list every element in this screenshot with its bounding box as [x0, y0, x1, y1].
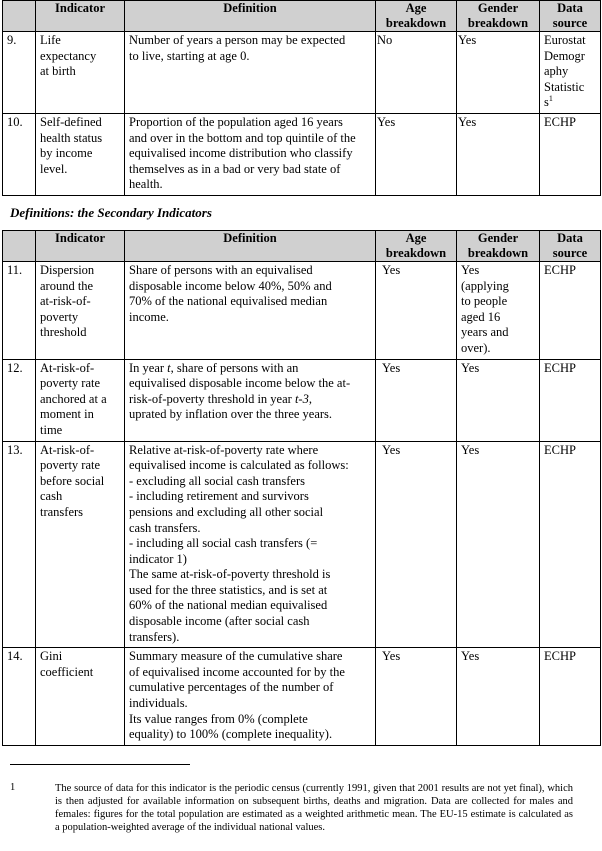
header-age-breakdown: Age breakdown — [376, 1, 457, 32]
row-indicator: Gini coefficient — [36, 648, 125, 746]
row-age-breakdown: Yes — [376, 262, 457, 360]
row-indicator: Self-defined health status by income level. — [36, 113, 125, 195]
section-title: Definitions: the Secondary Indicators — [10, 205, 212, 220]
row-data-source: ECHP — [540, 359, 601, 441]
footnote-number: 1 — [10, 782, 16, 793]
year-variable: t — [167, 360, 171, 375]
row-number: 14. — [3, 648, 36, 746]
row-data-source: ECHP — [540, 262, 601, 360]
table-row — [3, 113, 601, 195]
header-age-breakdown: Age breakdown — [376, 231, 457, 262]
table-row — [3, 32, 601, 114]
row-indicator: At-risk-of- poverty rate before social cash transfers — [36, 441, 125, 648]
table-row — [3, 441, 601, 648]
table-row — [3, 262, 601, 360]
footnote-ref: 1 — [548, 94, 553, 104]
row-gender-breakdown: Yes — [457, 441, 540, 648]
row-gender-breakdown: Yes — [457, 32, 540, 114]
row-number: 9. — [3, 32, 36, 114]
data-source-text: Eurostat Demogr aphy Statistic s — [544, 33, 586, 110]
table-header-row — [3, 231, 601, 262]
definition-text: In year — [129, 360, 168, 375]
header-definition: Definition — [125, 1, 376, 32]
row-indicator: Dispersion around the at-risk-of- poverty threshold — [36, 262, 125, 360]
definition-text: , uprated by inflation over the three years. — [129, 391, 333, 422]
row-indicator: At-risk-of- poverty rate anchored at a moment in time — [36, 359, 125, 441]
definition-text: , share of persons with an equivalised disposable income below the at- risk-of-poverty threshold in year — [129, 360, 351, 406]
row-indicator: Life expectancy at birth — [36, 32, 125, 114]
row-definition: Share of persons with an equivalised disposable income below 40%, 50% and 70% of the national equivalised median income. — [125, 262, 376, 360]
primary-indicators-table — [2, 0, 601, 196]
row-data-source: ECHP — [540, 113, 601, 195]
header-gender-breakdown: Gender breakdown — [457, 231, 540, 262]
row-number: 10. — [3, 113, 36, 195]
row-age-breakdown: Yes — [376, 441, 457, 648]
header-indicator: Indicator — [36, 1, 125, 32]
header-gender-breakdown: Gender breakdown — [457, 1, 540, 32]
table-header-row — [3, 1, 601, 32]
row-gender-breakdown: Yes — [457, 359, 540, 441]
table-row — [3, 359, 601, 441]
row-gender-breakdown: Yes — [457, 648, 540, 746]
row-definition: Relative at-risk-of-poverty rate where equivalised income is calculated as follows: - excluding all social cash transfers - including retirement and survivors pensions and excluding all other social cash transfers. - including all social cash transfers (= indicator 1) The same at-risk-of-poverty threshold is used for the three statistics, and is set at 60% of the national median equivalised disposable income (after social cash transfers). — [125, 441, 376, 648]
row-data-source: ECHP — [540, 441, 601, 648]
header-indicator: Indicator — [36, 231, 125, 262]
row-age-breakdown: Yes — [376, 113, 457, 195]
row-data-source — [540, 32, 601, 114]
row-definition — [125, 359, 376, 441]
header-data-source: Data source — [540, 1, 601, 32]
year-variable: t-3 — [294, 391, 309, 406]
row-age-breakdown: Yes — [376, 648, 457, 746]
row-data-source: ECHP — [540, 648, 601, 746]
row-number: 13. — [3, 441, 36, 648]
footnote-text: The source of data for this indicator is the periodic census (currently 1991, given that 2001 results are not yet final), which is then adjusted for available information on subsequent births, deaths and migration. Data are collected for males and females: figures for the total population are estimated as a weighted arithmetic mean. The EU-15 estimate is calculated as a population-weighted average of the individual national values. — [55, 783, 573, 833]
row-definition: Summary measure of the cumulative share of equivalised income accounted for by the cumulative percentages of the number of individuals. Its value ranges from 0% (complete equality) to 100% (complete inequality). — [125, 648, 376, 746]
row-number: 11. — [3, 262, 36, 360]
header-definition: Definition — [125, 231, 376, 262]
row-age-breakdown: Yes — [376, 359, 457, 441]
header-number — [3, 1, 36, 32]
header-number — [3, 231, 36, 262]
row-number: 12. — [3, 359, 36, 441]
row-definition: Number of years a person may be expected to live, starting at age 0. — [125, 32, 376, 114]
header-data-source: Data source — [540, 231, 601, 262]
table-row — [3, 648, 601, 746]
row-gender-breakdown: Yes — [457, 113, 540, 195]
footnote-separator — [10, 764, 190, 765]
row-definition: Proportion of the population aged 16 years and over in the bottom and top quintile of the equivalised income distribution who classify themselves as in a bad or very bad state of health. — [125, 113, 376, 195]
row-age-breakdown: No — [376, 32, 457, 114]
row-gender-breakdown: Yes (applying to people aged 16 years and over). — [457, 262, 540, 360]
secondary-indicators-table — [2, 230, 601, 746]
